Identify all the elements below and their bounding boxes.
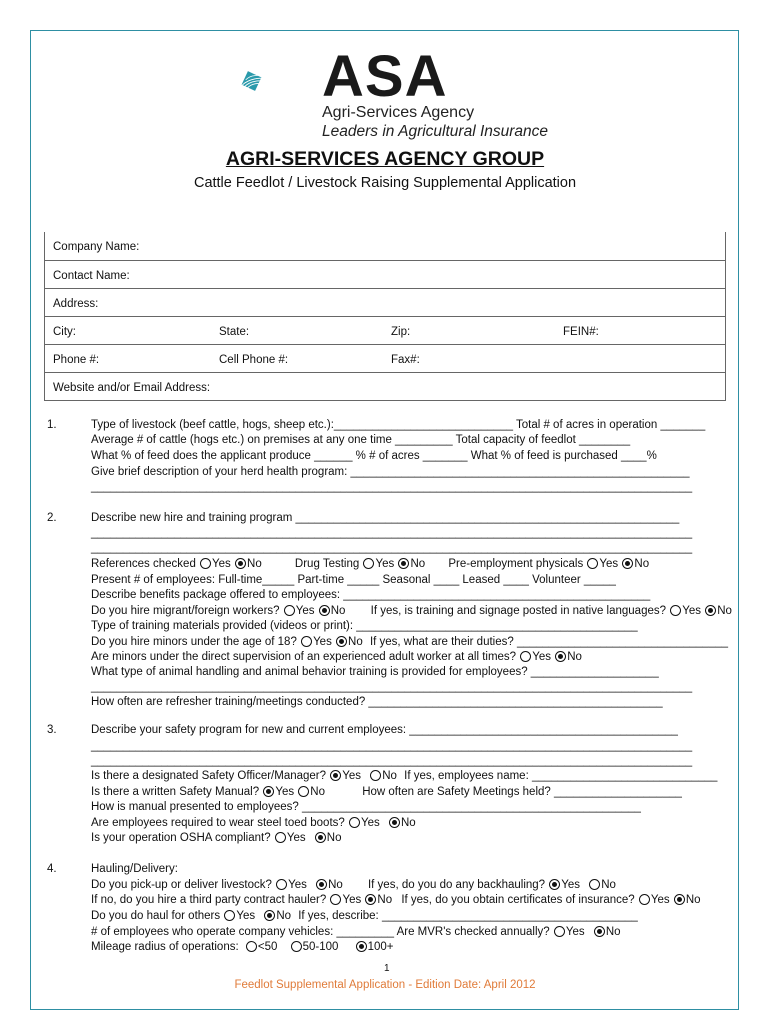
migrant-yes-radio[interactable]	[284, 605, 295, 616]
phone-row[interactable]	[45, 344, 725, 372]
yes-label: Yes	[682, 605, 701, 617]
benefits-line[interactable]: Describe benefits package offered to employees: ________________________________________________	[91, 589, 651, 601]
mileage-label: Mileage radius of operations:	[91, 941, 239, 953]
yes-label: Yes	[375, 558, 395, 570]
vehicles-label: # of employees who operate company vehicles: _________ Are MVR's checked annually?	[91, 926, 550, 938]
yes-label: Yes	[295, 605, 315, 617]
yes-label: Yes	[650, 894, 670, 906]
manual-yes-radio[interactable]	[263, 786, 274, 797]
signage-no-radio[interactable]	[705, 605, 716, 616]
officer-name-label: If yes, employees name: _____________________________	[404, 770, 718, 782]
physicals-label: Pre-employment physicals	[448, 558, 584, 570]
boots-row	[91, 817, 416, 829]
safety-program-line[interactable]: Describe your safety program for new and current employees: __________________________________________	[91, 724, 678, 736]
page-title: AGRI-SERVICES AGENCY GROUP	[225, 148, 545, 170]
contract-hauler-row	[91, 894, 701, 906]
boots-no-radio[interactable]	[389, 817, 400, 828]
minors-row	[91, 636, 728, 648]
no-label: No	[685, 894, 701, 906]
brand-name: ASA	[322, 44, 448, 109]
others-yes-radio[interactable]	[224, 910, 235, 921]
osha-label: Is your operation OSHA compliant?	[91, 832, 271, 844]
phone-label: Phone #:	[53, 354, 100, 366]
no-label: No	[348, 636, 363, 648]
references-yes-radio[interactable]	[200, 558, 211, 569]
boots-yes-radio[interactable]	[349, 817, 360, 828]
no-label: No	[326, 832, 342, 844]
others-no-radio[interactable]	[264, 910, 275, 921]
supervision-no-radio[interactable]	[555, 651, 566, 662]
no-label: No	[382, 770, 397, 782]
mileage-100plus-radio[interactable]	[356, 941, 367, 952]
no-label: No	[601, 879, 616, 891]
osha-yes-radio[interactable]	[275, 832, 286, 843]
yes-label: Yes	[342, 770, 362, 782]
blank-line[interactable]: ______________________________________________________________________________________________	[91, 542, 693, 554]
hire-training-line[interactable]: Describe new hire and training program ____________________________________________________________	[91, 512, 680, 524]
minors-no-radio[interactable]	[336, 636, 347, 647]
footer-edition: Feedlot Supplemental Application - Edition Date: April 2012	[234, 979, 536, 991]
yes-label: Yes	[561, 879, 581, 891]
supervision-label: Are minors under the direct supervision of an experienced adult worker at all times?	[91, 651, 517, 663]
drug-no-radio[interactable]	[398, 558, 409, 569]
page-number: 1	[384, 963, 390, 974]
haul-others-row	[91, 910, 638, 922]
animal-handling-line[interactable]: What type of animal handling and animal behavior training is provided for employees? ____________________	[91, 666, 659, 678]
references-row	[91, 558, 649, 570]
migrant-no-radio[interactable]	[319, 605, 330, 616]
contract-hauler-label: If no, do you hire a third party contract hauler?	[91, 894, 327, 906]
pickup-no-radio[interactable]	[316, 879, 327, 890]
address-row[interactable]	[45, 288, 725, 316]
migrant-label: Do you hire migrant/foreign workers?	[91, 605, 280, 617]
fein-label: FEIN#:	[563, 326, 599, 338]
physicals-no-radio[interactable]	[622, 558, 633, 569]
drug-testing-label: Drug Testing	[294, 558, 360, 570]
section-number: 1.	[47, 419, 57, 431]
address-label: Address:	[53, 298, 99, 310]
no-label: No	[605, 926, 621, 938]
mvr-yes-radio[interactable]	[554, 926, 565, 937]
no-label: No	[717, 605, 732, 617]
osha-row	[91, 832, 342, 844]
blank-line[interactable]: ______________________________________________________________________________________________	[91, 681, 693, 693]
mileage-under50-radio[interactable]	[246, 941, 257, 952]
signage-label: If yes, is training and signage posted in native languages?	[370, 605, 667, 617]
herd-health-line[interactable]: Give brief description of your herd health program: _____________________________________________________	[91, 466, 690, 478]
certificates-label: If yes, do you obtain certificates of insurance?	[401, 894, 635, 906]
fax-label: Fax#:	[391, 354, 420, 366]
blank-line[interactable]: ______________________________________________________________________________________________	[91, 740, 693, 752]
yes-label: Yes	[532, 651, 552, 663]
city-label: City:	[53, 326, 76, 338]
safety-manual-row	[91, 786, 682, 798]
mvr-no-radio[interactable]	[594, 926, 605, 937]
describe-label: If yes, describe: ________________________________________	[298, 910, 638, 922]
migrant-row	[91, 605, 732, 617]
boots-label: Are employees required to wear steel toed boots?	[91, 817, 345, 829]
certs-yes-radio[interactable]	[639, 894, 650, 905]
drug-yes-radio[interactable]	[363, 558, 374, 569]
mileage-50-100-radio[interactable]	[291, 941, 302, 952]
zip-label: Zip:	[391, 326, 411, 338]
no-label: No	[310, 786, 325, 798]
asa-logo-mark	[238, 44, 328, 124]
blank-line[interactable]: ______________________________________________________________________________________________	[91, 527, 693, 539]
no-label: No	[567, 651, 582, 663]
haul-others-label: Do you do haul for others	[91, 910, 221, 922]
pickup-yes-radio[interactable]	[276, 879, 287, 890]
pickup-label: Do you pick-up or deliver livestock?	[91, 879, 272, 891]
section-number: 3.	[47, 724, 57, 736]
yes-label: Yes	[565, 926, 585, 938]
section-number: 2.	[47, 512, 57, 524]
state-label: State:	[219, 326, 250, 338]
signage-yes-radio[interactable]	[670, 605, 681, 616]
backhauling-no-radio[interactable]	[589, 879, 600, 890]
contract-yes-radio[interactable]	[330, 894, 341, 905]
contract-no-radio[interactable]	[365, 894, 376, 905]
no-label: No	[330, 605, 346, 617]
supervision-yes-radio[interactable]	[520, 651, 531, 662]
city-row[interactable]	[45, 316, 725, 344]
certs-no-radio[interactable]	[674, 894, 685, 905]
supervision-row	[91, 651, 582, 663]
company-row[interactable]	[45, 232, 725, 260]
references-label: References checked	[91, 558, 196, 570]
training-materials-line[interactable]: Type of training materials provided (videos or print): ____________________________________________	[91, 620, 638, 632]
yes-label: Yes	[599, 558, 619, 570]
section-number: 4.	[47, 863, 57, 875]
cell-label: Cell Phone #:	[219, 354, 289, 366]
no-label: No	[247, 558, 262, 570]
backhauling-label: If yes, do you do any backhauling?	[367, 879, 546, 891]
minors-label: Do you hire minors under the age of 18?	[91, 636, 297, 648]
references-no-radio[interactable]	[235, 558, 246, 569]
officer-no-radio[interactable]	[370, 770, 381, 781]
refresher-line[interactable]: How often are refresher training/meetings conducted? ______________________________________________	[91, 696, 663, 708]
no-label: No	[400, 817, 416, 829]
yes-label: Yes	[342, 894, 362, 906]
yes-label: Yes	[288, 879, 307, 891]
officer-yes-radio[interactable]	[330, 770, 341, 781]
employee-count-line[interactable]: Present # of employees: Full-time_____ Part-time _____ Seasonal ____ Leased ____ Volunteer _____	[91, 574, 616, 586]
over100-label: 100+	[367, 941, 394, 953]
under50-label: <50	[257, 941, 278, 953]
osha-no-radio[interactable]	[315, 832, 326, 843]
contact-row[interactable]	[45, 260, 725, 288]
physicals-yes-radio[interactable]	[587, 558, 598, 569]
average-cattle-line[interactable]: Average # of cattle (hogs etc.) on premises at any one time _________ Total capacity of feedlot ________	[91, 434, 631, 446]
yes-label: Yes	[361, 817, 380, 829]
contact-label: Contact Name:	[53, 270, 130, 282]
website-row[interactable]	[45, 372, 725, 400]
yes-label: Yes	[212, 558, 231, 570]
brand-tagline: Leaders in Agricultural Insurance	[322, 123, 549, 140]
backhauling-yes-radio[interactable]	[549, 879, 560, 890]
yes-label: Yes	[275, 786, 295, 798]
safety-officer-row	[91, 770, 717, 782]
no-label: No	[276, 910, 292, 922]
applicant-info-table	[44, 232, 726, 401]
duties-label: If yes, what are their duties? _________________________________	[369, 636, 729, 648]
pickup-row	[91, 879, 616, 891]
no-label: No	[410, 558, 426, 570]
safety-manual-label: Is there a written Safety Manual?	[91, 786, 260, 798]
range-50-100-label: 50-100	[302, 941, 339, 953]
hauling-heading: Hauling/Delivery:	[91, 863, 178, 875]
yes-label: Yes	[286, 832, 306, 844]
yes-label: Yes	[236, 910, 256, 922]
no-label: No	[328, 879, 343, 891]
blank-line[interactable]: ______________________________________________________________________________________________	[91, 755, 693, 767]
website-label: Website and/or Email Address:	[53, 382, 211, 394]
no-label: No	[634, 558, 650, 570]
manual-no-radio[interactable]	[298, 786, 309, 797]
blank-line[interactable]: ______________________________________________________________________________________________	[91, 481, 693, 493]
feed-percent-line[interactable]: What % of feed does the applicant produce ______ % # of acres _______ What % of feed is purchased ____%	[91, 450, 657, 462]
minors-yes-radio[interactable]	[301, 636, 312, 647]
yes-label: Yes	[313, 636, 332, 648]
no-label: No	[377, 894, 393, 906]
page-subtitle: Cattle Feedlot / Livestock Raising Supplemental Application	[193, 175, 577, 191]
vehicles-row	[91, 926, 621, 938]
mileage-row	[91, 941, 394, 953]
company-label: Company Name:	[53, 241, 140, 253]
brand-agency: Agri-Services Agency	[322, 104, 475, 121]
safety-meetings-label: How often are Safety Meetings held? ____________________	[362, 786, 682, 798]
manual-presented-line[interactable]: How is manual presented to employees? _____________________________________________________	[91, 801, 641, 813]
livestock-type-line[interactable]: Type of livestock (beef cattle, hogs, sheep etc.):____________________________ Total # of acres in operation _______	[91, 419, 706, 431]
safety-officer-label: Is there a designated Safety Officer/Manager?	[91, 770, 327, 782]
